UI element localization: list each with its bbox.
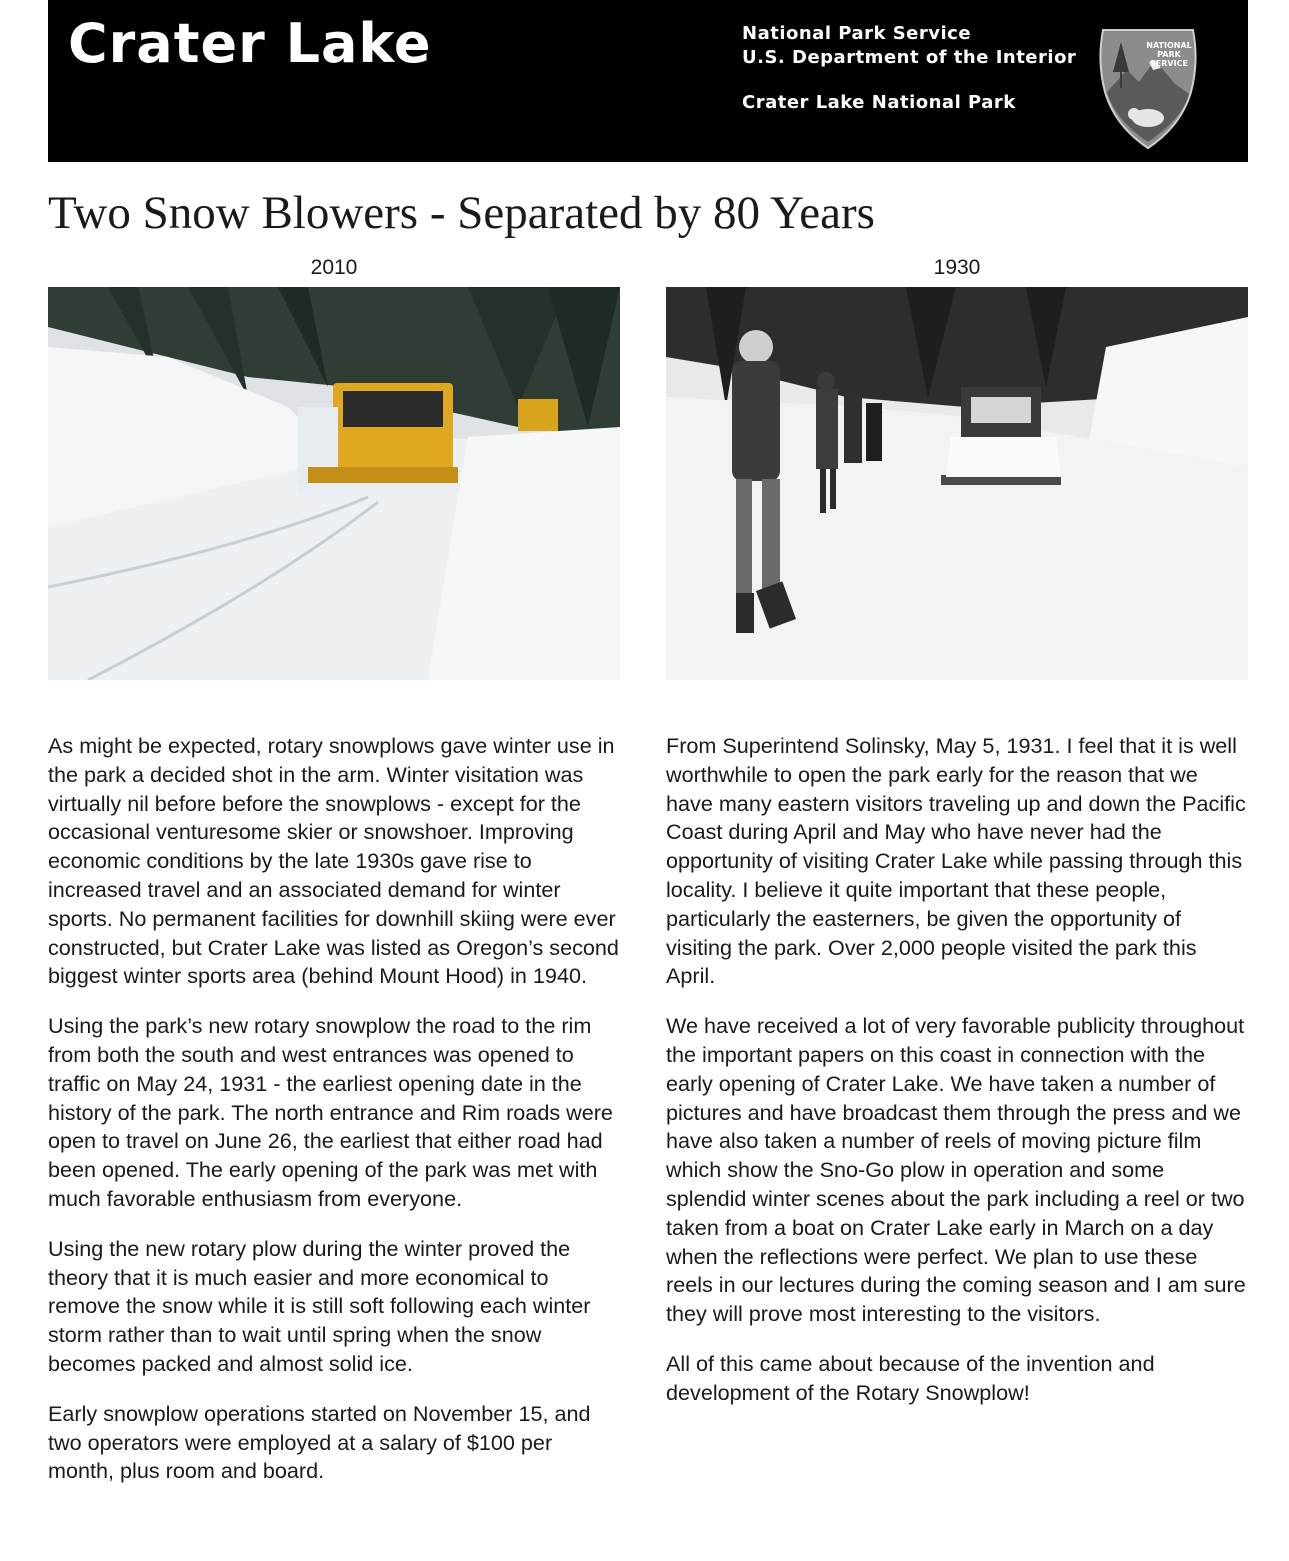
right-paragraph-2: We have received a lot of very favorable publicity throughout the important papers on this coast in connection with the early opening of Crater Lake. We have taken a number of pictures and have broadcast them through the press and we have also taken a number of reels of moving picture film which show the Sno-Go plow in operation and some splendid winter scenes about the park including a reel or two taken from a boat on Crater Lake early in March on a day when the reflections were perfect. We plan to use these reels in our lectures during the coming season and I am sure they will prove most interesting to the visitors. — [666, 1013, 1246, 1327]
unit-name: Crater Lake National Park — [742, 92, 1016, 113]
left-paragraph-3: Using the new rotary plow during the winter proved the theory that it is much easier and more economical to remove the snow while it is still soft following each winter storm rather than to wait until spring when the snow becomes packed and almost solid ice. — [48, 1235, 591, 1376]
nps-arrowhead-icon — [1093, 22, 1203, 150]
right-paragraph-1: From Superintend Solinsky, May 5, 1931. I feel that it is well worthwhile to open the park early for the reason that we have many eastern visitors traveling up and down the Pacific Coast during April and May who have never had the opportunity of visiting Crater Lake while passing through this locality. I believe it quite important that these people, particularly the easterners, be given the opportunity of visiting the park. Over 2,000 people visited the park this April. — [666, 733, 1246, 989]
park-title: Crater Lake — [68, 12, 432, 75]
left-paragraph-4: Early snowplow operations started on November 15, and two operators were employed at a salary of $100 per month, plus room and board. — [48, 1400, 591, 1484]
photo-caption-1930: 1930 — [933, 256, 981, 279]
photo-historic-snowplow — [666, 287, 1248, 680]
park-header-banner — [48, 0, 1248, 162]
emblem-text-line1: NATIONAL — [1146, 41, 1192, 50]
agency-block — [742, 22, 1076, 70]
modern-snowplow-image — [48, 287, 620, 680]
left-paragraph-2: Using the park’s new rotary snowplow the road to the rim from both the south and west entrances was opened to traffic on May 24, 1931 - the earliest opening date in the history of the park. The north entrance and Rim roads were open to travel on June 26, the earliest that either road had been opened. The early opening of the park was met with much favorable enthusiasm from everyone. — [48, 1013, 613, 1211]
right-paragraph-3: All of this came about because of the invention and development of the Rotary Snowplow! — [666, 1350, 1155, 1405]
emblem-text-line3: SERVICE — [1150, 59, 1188, 68]
left-text-column — [48, 732, 623, 1507]
agency-name: National Park Service — [742, 23, 972, 44]
left-paragraph-1: As might be expected, rotary snowplows gave winter use in the park a decided shot in the arm. Winter visitation was virtually nil before before the snowplows - except for the occasional venturesome skier or snowshoer. Improving economic conditions by the late 1930s gave rise to increased travel and an associated demand for winter sports. No permanent facilities for downhill skiing were ever constructed, but Crater Lake was listed as Oregon’s second biggest winter sports area (behind Mount Hood) in 1940. — [48, 733, 619, 989]
photo-modern-snowplow — [48, 287, 620, 680]
department-name: U.S. Department of the Interior — [742, 47, 1077, 68]
emblem-text-line2: PARK — [1157, 50, 1181, 59]
article-headline: Two Snow Blowers - Separated by 80 Years — [48, 187, 875, 239]
right-text-column — [666, 732, 1248, 1429]
historic-snowplow-image — [666, 287, 1248, 680]
photo-caption-2010: 2010 — [310, 256, 358, 279]
